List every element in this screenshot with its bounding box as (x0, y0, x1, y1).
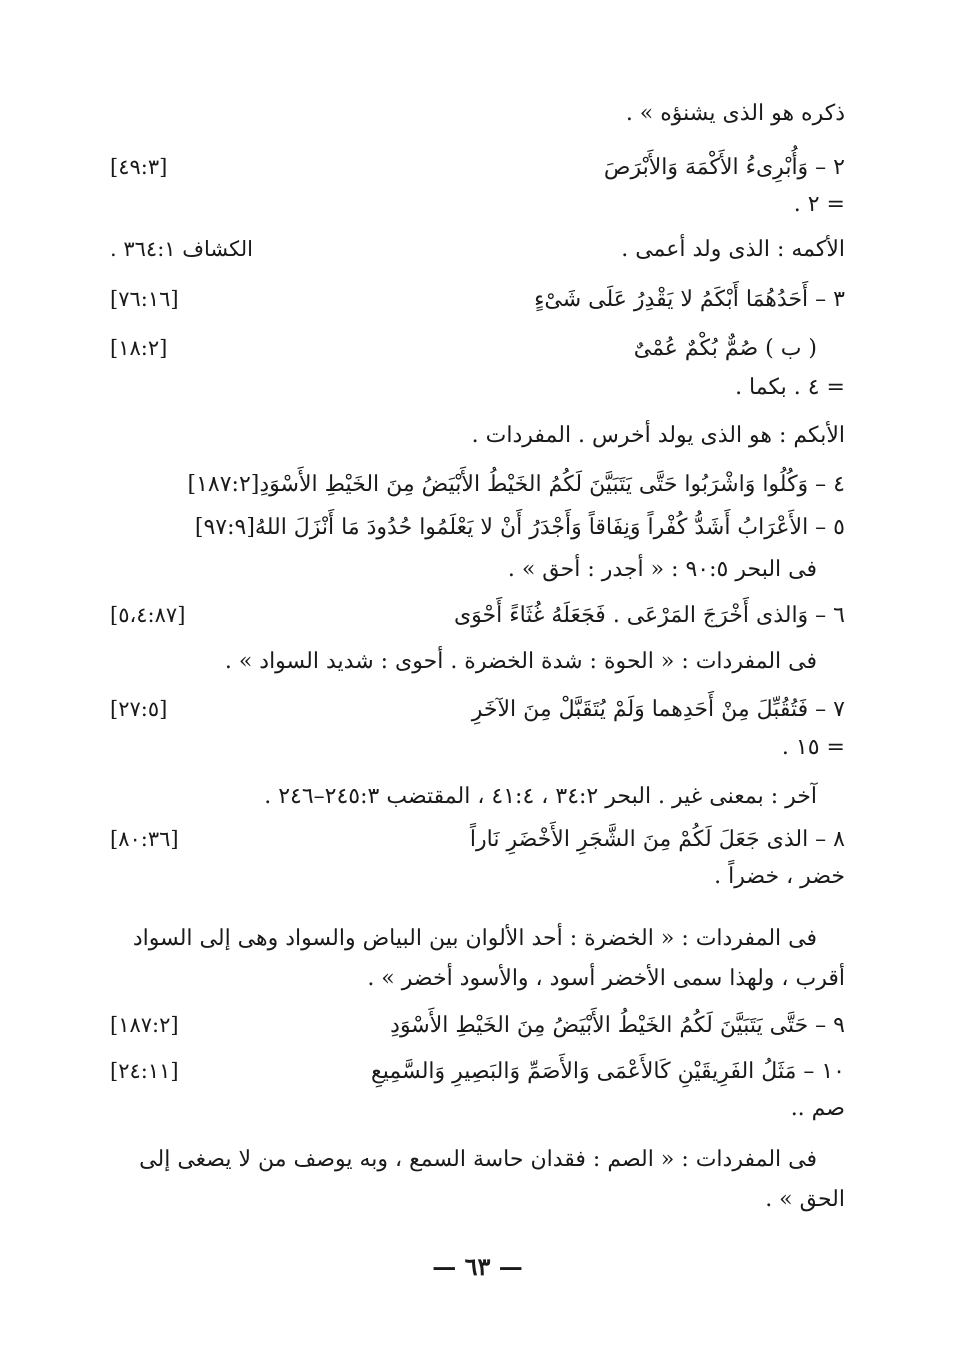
line-text: = ١٥ . (781, 734, 845, 760)
line-text: ١٠ – مَثَلُ الفَرِيقَيْنِ كَالأَعْمَى وَالأَصَمِّ وَالبَصِيرِ وَالسَّمِيعِ (371, 1058, 845, 1084)
line-text: أقرب ، ولهذا سمى الأخضر أسود ، والأسود أخضر » . (367, 965, 845, 991)
line-text: آخر : بمعنى غير . البحر ٣٤:٢ ، ٤١:٤ ، المقتضب ٢٤٥:٣–٢٤٦ . (264, 783, 817, 809)
line-text: ٩ – حَتَّى يَتَبَيَّنَ لَكُمُ الخَيْطُ الأَبْيَضُ مِنَ الخَيْطِ الأَسْوَدِ (390, 1012, 845, 1038)
line-text: ٢ – وَأُبْرِىءُ الأَكْمَهَ وَالأَبْرَصَ (603, 154, 845, 180)
text-line (110, 640, 845, 684)
verse-line (110, 278, 845, 322)
verse-line (110, 463, 845, 507)
line-text: ( ب ) صُمٌّ بُكْمٌ عُمْىٌ (633, 335, 817, 361)
text-line (110, 366, 845, 410)
source-reference: الكشاف ٣٦٤:١ . (110, 237, 253, 262)
verse-reference: [١٨:٢] (110, 336, 168, 361)
line-text: صم .. (790, 1095, 845, 1121)
verse-line (110, 594, 845, 638)
text-line (110, 414, 845, 458)
line-text: ٦ – وَالذى أَخْرَجَ المَرْعَى . فَجَعَلَهُ غُثَاءً أَحْوَى (453, 602, 845, 628)
verse-reference: [٢٧:٥] (110, 697, 168, 722)
verse-reference: [٥،٤:٨٧] (110, 603, 186, 628)
line-text: فى البحر ٩٠:٥ : « أجدر : أحق » . (507, 556, 817, 582)
line-text: = ٤ . بكما . (735, 374, 845, 400)
line-text: = ٢ . (793, 191, 845, 217)
verse-line (110, 506, 845, 550)
verse-reference: [٢٤:١١] (110, 1059, 179, 1084)
line-text: الأبكم : هو الذى يولد أخرس . المفردات . (471, 422, 845, 448)
text-line (110, 726, 845, 770)
verse-reference: [١٨٧:٢] (110, 1013, 179, 1038)
text-line (110, 957, 845, 1001)
text-line (110, 855, 845, 899)
verse-reference: [٨٠:٣٦] (110, 827, 179, 852)
verse-line (110, 327, 845, 371)
verse-line (110, 1004, 845, 1048)
page-number: — ٦٣ — (432, 1252, 523, 1281)
line-text: ٧ – فَتُقُبِّلَ مِنْ أَحَدِهما وَلَمْ يُتَقَبَّلْ مِنَ الآخَرِ (471, 696, 845, 722)
text-line (110, 1087, 845, 1131)
text-line (110, 1138, 845, 1182)
line-text: فى المفردات : « الحوة : شدة الخضرة . أحوى : شديد السواد » . (224, 648, 817, 674)
text-line (110, 92, 845, 136)
text-line (110, 183, 845, 227)
line-text: الحق » . (765, 1186, 845, 1212)
verse-reference: [٧٦:١٦] (110, 287, 179, 312)
line-text: فى المفردات : « الصم : فقدان حاسة السمع ، وبه يوصف من لا يصغى إلى (139, 1146, 817, 1172)
verse-reference: [٤٩:٣] (110, 155, 168, 180)
line-text: ٨ – الذى جَعَلَ لَكُمْ مِنَ الشَّجَرِ الأَخْضَرِ نَاراً (469, 826, 845, 852)
line-text: فى المفردات : « الخضرة : أحد الألوان بين البياض والسواد وهى إلى السواد (132, 925, 817, 951)
text-line (110, 1178, 845, 1222)
text-line (110, 917, 845, 961)
line-text: ذكره هو الذى يشنؤه » . (625, 100, 845, 126)
text-line (110, 228, 845, 272)
line-text: الأكمه : الذى ولد أعمى . (621, 236, 845, 262)
line-text: ٣ – أَحَدُهُمَا أَبْكَمُ لا يَقْدِرُ عَلَى شَىْءٍ (534, 286, 845, 312)
line-text: خضر ، خضراً . (714, 863, 845, 889)
text-line (110, 548, 845, 592)
line-text: ٥ – الأَعْرَابُ أَشَدُّ كُفْراً وَنِفَاقاً وَأَجْدَرُ أَنْ لا يَعْلَمُوا حُدُودَ مَا أَنْزَلَ اللهُ[٩٧:٩] (194, 514, 845, 540)
line-text: ٤ – وَكُلُوا وَاشْرَبُوا حَتَّى يَتَبَيَّنَ لَكُمُ الخَيْطُ الأَبْيَضُ مِنَ الخَيْطِ الأَسْوَدِ[١٨٧:٢] (187, 471, 845, 497)
text-line (110, 775, 845, 819)
